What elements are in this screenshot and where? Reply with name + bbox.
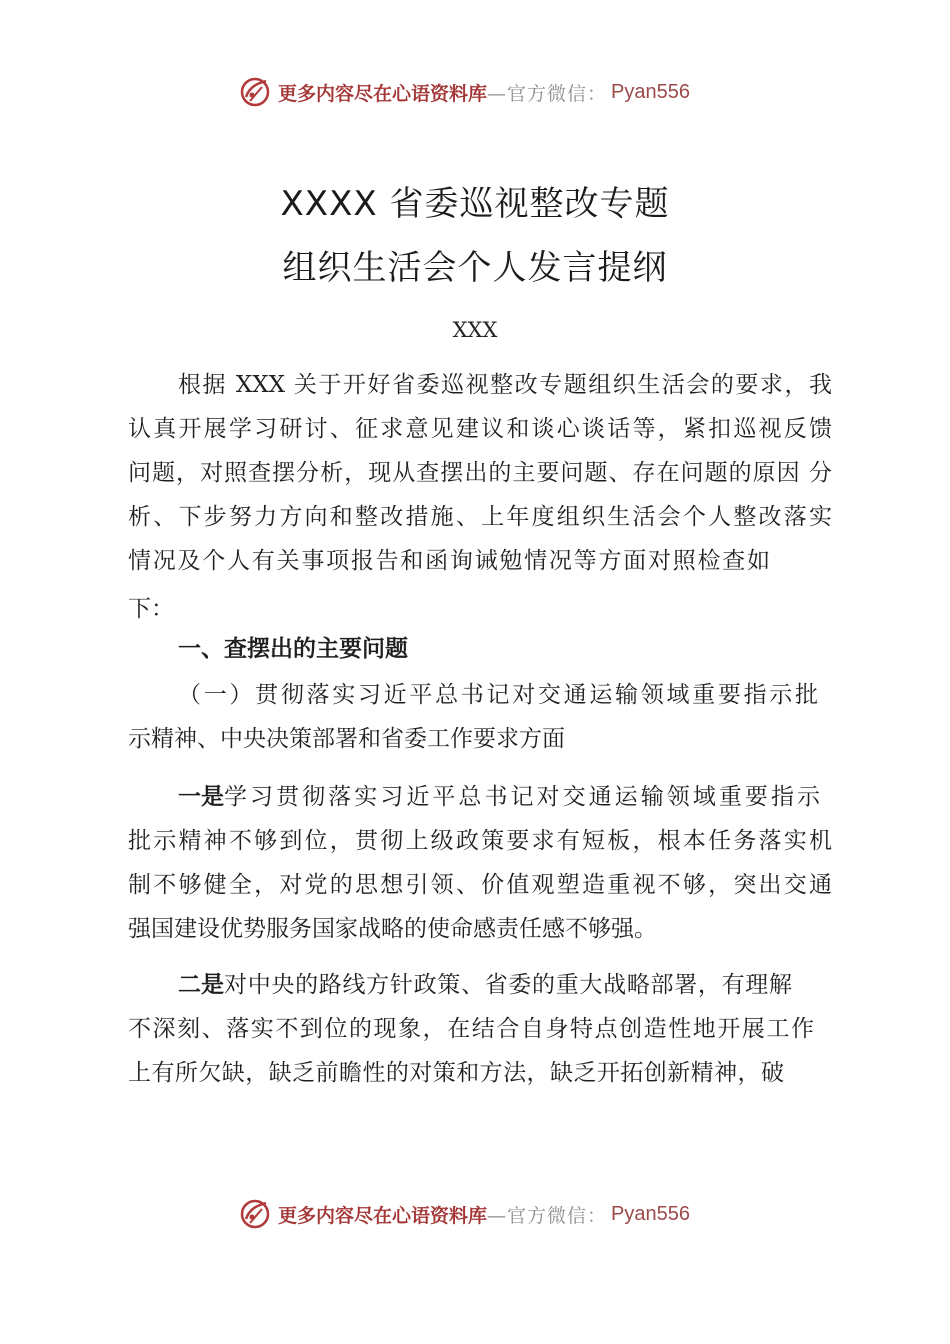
document-title-line1: XXXX 省委巡视整改专题 bbox=[280, 184, 670, 224]
intro-line: 根据 XXX 关于开好省委巡视整改专题组织生活会的要求，我 bbox=[178, 372, 832, 398]
header-banner bbox=[238, 72, 690, 112]
intro-line: 认真开展学习研讨、征求意见建议和谈心谈话等，紧扣巡视反馈 bbox=[128, 416, 832, 442]
point1-line: 强国建设优势服务国家战略的使命感责任感不够强。 bbox=[128, 916, 657, 942]
intro-line: 情况及个人有关事项报告和函询诫勉情况等方面对照检查如 bbox=[128, 548, 770, 574]
footer-banner bbox=[238, 1194, 690, 1234]
point2-line: 上有所欠缺，缺乏前瞻性的对策和方法，缺乏开拓创新精神，破 bbox=[128, 1060, 784, 1086]
banner-library-text: 更多内容尽在心语资料库 bbox=[278, 1204, 488, 1227]
point2-line: 不深刻、落实不到位的现象，在结合自身特点创造性地开展工作 bbox=[128, 1016, 814, 1042]
banner-wechat-id: Pyan556 bbox=[611, 1202, 690, 1225]
brand-logo-icon bbox=[238, 75, 272, 109]
banner-wechat-label: —官方微信： bbox=[487, 82, 608, 105]
brand-logo-icon bbox=[238, 1197, 272, 1231]
intro-line: 问题，对照查摆分析，现从查摆出的主要问题、存在问题的原因 分 bbox=[128, 460, 832, 486]
point1-first-line bbox=[178, 778, 820, 811]
point2-line: 对中央的路线方针政策、省委的重大战略部署，有理解 bbox=[224, 972, 792, 998]
author-name: XXX bbox=[452, 318, 498, 342]
point1-line: 学习贯彻落实习近平总书记对交通运输领域重要指示 bbox=[224, 784, 820, 810]
intro-line: 析、下步努力方向和整改措施、上年度组织生活会个人整改落实 bbox=[128, 504, 832, 530]
banner-wechat-id: Pyan556 bbox=[611, 80, 690, 103]
banner-wechat-label: —官方微信： bbox=[487, 1204, 608, 1227]
point1-line: 制不够健全，对党的思想引领、价值观塑造重视不够，突出交通 bbox=[128, 872, 832, 898]
document-title-line2: 组织生活会个人发言提纲 bbox=[282, 248, 668, 288]
section-heading: 一、查摆出的主要问题 bbox=[178, 636, 408, 662]
banner-library-text: 更多内容尽在心语资料库 bbox=[278, 82, 488, 105]
point1-line: 批示精神不够到位，贯彻上级政策要求有短板，根本任务落实机 bbox=[128, 828, 832, 854]
subsection-line: （一）贯彻落实习近平总书记对交通运输领域重要指示批 bbox=[178, 682, 818, 708]
intro-line: 下： bbox=[128, 596, 174, 622]
point1-label: 一是 bbox=[178, 784, 224, 810]
point2-first-line bbox=[178, 966, 792, 999]
subsection-line: 示精神、中央决策部署和省委工作要求方面 bbox=[128, 726, 565, 752]
point2-label: 二是 bbox=[178, 972, 224, 998]
